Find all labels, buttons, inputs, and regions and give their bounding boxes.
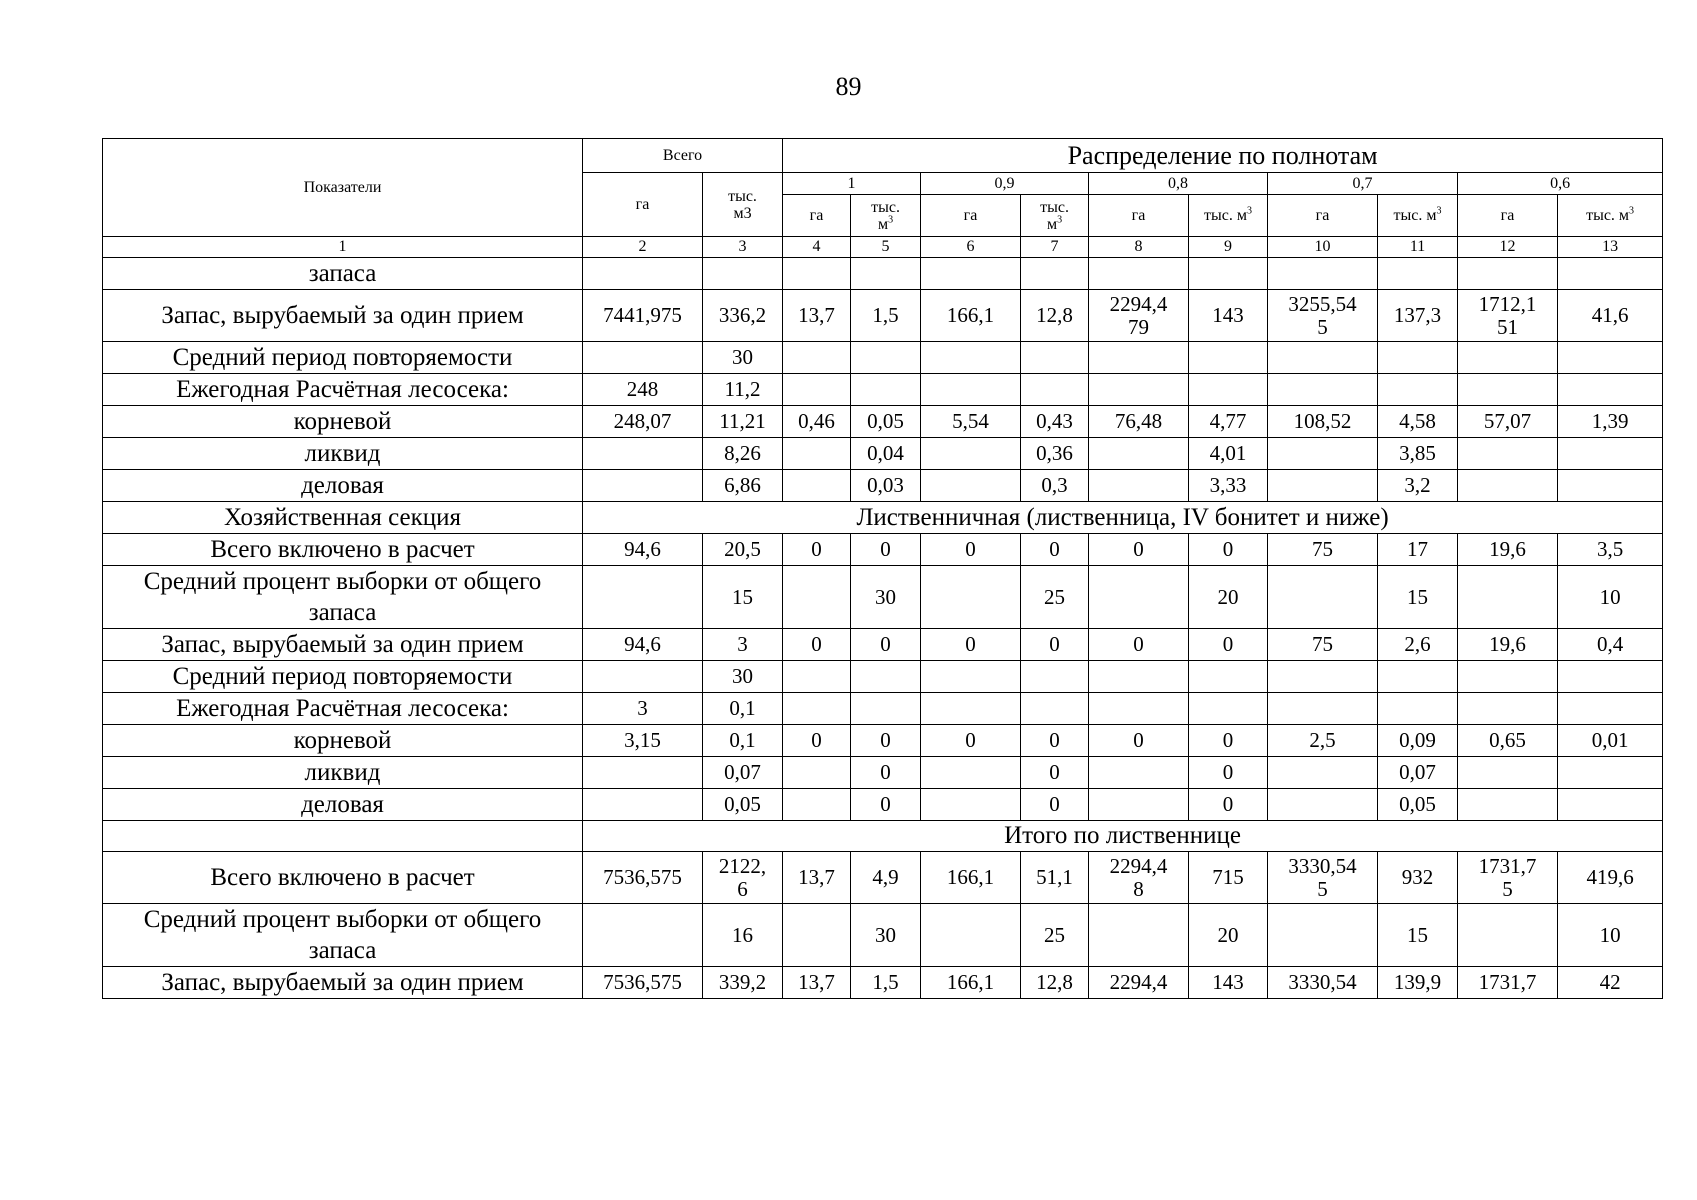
table-row — [103, 904, 1663, 967]
table-cell: 13,7 — [783, 290, 851, 342]
table-cell: 0 — [1021, 789, 1089, 821]
header-density-0-8: 0,8 — [1089, 173, 1268, 195]
header-total: Всего — [583, 139, 783, 173]
table-cell — [583, 470, 703, 502]
table-cell: 143 — [1189, 967, 1268, 999]
table-cell — [1268, 789, 1378, 821]
table-cell — [583, 438, 703, 470]
table-cell: 57,07 — [1458, 406, 1558, 438]
row-label: Хозяйственная секция — [103, 502, 583, 534]
table-cell: 0,09 — [1378, 725, 1458, 757]
table-cell: 336,2 — [703, 290, 783, 342]
table-cell: 0 — [851, 725, 921, 757]
table-cell: 0 — [1189, 534, 1268, 566]
table-cell — [1021, 258, 1089, 290]
table-row — [103, 290, 1663, 342]
table-cell: 25 — [1021, 566, 1089, 629]
table-cell — [1189, 693, 1268, 725]
table-cell: 0,46 — [783, 406, 851, 438]
table-cell: 76,48 — [1089, 406, 1189, 438]
table-cell: 2,5 — [1268, 725, 1378, 757]
table-cell — [1458, 904, 1558, 967]
table-row — [103, 342, 1663, 374]
header-volume: тыс. $м^3$ — [851, 195, 921, 237]
table-cell: 11,2 — [703, 374, 783, 406]
table-cell — [583, 258, 703, 290]
table-cell: 1731,7 5 — [1458, 852, 1558, 904]
table-cell — [1268, 566, 1378, 629]
row-label — [103, 821, 583, 852]
table-cell: 0 — [1089, 629, 1189, 661]
table-cell: 0 — [851, 789, 921, 821]
table-cell — [921, 438, 1021, 470]
table-cell — [1021, 693, 1089, 725]
table-cell: 0,4 — [1558, 629, 1663, 661]
table-cell: 143 — [1189, 290, 1268, 342]
table-cell: 0,07 — [1378, 757, 1458, 789]
table-cell: 0 — [921, 725, 1021, 757]
table-cell — [1268, 258, 1378, 290]
table-cell: 94,6 — [583, 629, 703, 661]
header-density-0-9: 0,9 — [921, 173, 1089, 195]
column-number: 11 — [1378, 237, 1458, 258]
table-cell — [1089, 470, 1189, 502]
table-cell — [583, 904, 703, 967]
table-cell: 2122, 6 — [703, 852, 783, 904]
table-cell — [1021, 374, 1089, 406]
table-row — [103, 967, 1663, 999]
table-cell: 0 — [783, 725, 851, 757]
table-cell — [921, 342, 1021, 374]
table-cell — [921, 470, 1021, 502]
table-cell: 248,07 — [583, 406, 703, 438]
table-cell — [783, 757, 851, 789]
table-cell — [1558, 374, 1663, 406]
table-cell: 6,86 — [703, 470, 783, 502]
table-cell — [703, 258, 783, 290]
table-cell — [921, 374, 1021, 406]
table-row — [103, 789, 1663, 821]
table-cell: 0 — [1189, 725, 1268, 757]
table-cell — [1189, 258, 1268, 290]
row-label: корневой — [103, 725, 583, 757]
row-label: Ежегодная Расчётная лесосека: — [103, 374, 583, 406]
table-cell: 3,5 — [1558, 534, 1663, 566]
table-cell — [783, 789, 851, 821]
header-ha: га — [1458, 195, 1558, 237]
row-label: Запас, вырубаемый за один прием — [103, 290, 583, 342]
table-cell — [851, 374, 921, 406]
table-cell: 0 — [851, 757, 921, 789]
table-cell: 0,03 — [851, 470, 921, 502]
table-cell: 30 — [703, 342, 783, 374]
table-cell: 0 — [1189, 629, 1268, 661]
table-cell — [1378, 374, 1458, 406]
table-cell — [1558, 661, 1663, 693]
table-cell — [1089, 757, 1189, 789]
table-cell — [1089, 438, 1189, 470]
table-cell — [1189, 661, 1268, 693]
table-cell: 0,65 — [1458, 725, 1558, 757]
table-cell — [1268, 342, 1378, 374]
table-cell: 4,9 — [851, 852, 921, 904]
row-label: Запас, вырубаемый за один прием — [103, 967, 583, 999]
table-cell — [1458, 258, 1558, 290]
table-cell: 0 — [1021, 534, 1089, 566]
table-cell: 3255,54 5 — [1268, 290, 1378, 342]
table-cell: 0,43 — [1021, 406, 1089, 438]
table-cell — [1458, 342, 1558, 374]
table-cell — [1268, 470, 1378, 502]
table-cell: 1,5 — [851, 290, 921, 342]
table-cell: 166,1 — [921, 290, 1021, 342]
table-cell: 0,36 — [1021, 438, 1089, 470]
row-label: Ежегодная Расчётная лесосека: — [103, 693, 583, 725]
table-cell: 0 — [1021, 629, 1089, 661]
table-cell — [1458, 757, 1558, 789]
table-cell — [1268, 438, 1378, 470]
table-cell — [1458, 789, 1558, 821]
table-cell: 2294,4 79 — [1089, 290, 1189, 342]
table-cell: 1731,7 — [1458, 967, 1558, 999]
table-cell: 3 — [583, 693, 703, 725]
table-cell — [783, 470, 851, 502]
table-cell — [1378, 693, 1458, 725]
table-cell — [583, 789, 703, 821]
table-cell — [921, 789, 1021, 821]
table-row — [103, 374, 1663, 406]
table-cell: 3,2 — [1378, 470, 1458, 502]
table-cell — [921, 757, 1021, 789]
table-cell: 339,2 — [703, 967, 783, 999]
table-cell: 0,05 — [703, 789, 783, 821]
column-number: 8 — [1089, 237, 1189, 258]
column-number: 6 — [921, 237, 1021, 258]
table-row — [103, 566, 1663, 629]
table-cell — [1021, 661, 1089, 693]
table-cell — [1458, 470, 1558, 502]
table-cell — [921, 258, 1021, 290]
table-cell — [1089, 661, 1189, 693]
table-cell: 0 — [921, 629, 1021, 661]
table-cell: 0 — [783, 534, 851, 566]
row-label: Средний период повторяемости — [103, 342, 583, 374]
table-cell — [1458, 438, 1558, 470]
table-row — [103, 661, 1663, 693]
header-total-ha: га — [583, 173, 703, 237]
table-row — [103, 258, 1663, 290]
table-cell: 75 — [1268, 534, 1378, 566]
table-cell: 0,01 — [1558, 725, 1663, 757]
table-cell — [783, 438, 851, 470]
table-cell: 0 — [921, 534, 1021, 566]
table-cell — [1021, 342, 1089, 374]
table-cell — [1089, 374, 1189, 406]
table-cell — [783, 258, 851, 290]
table-cell: 0,05 — [1378, 789, 1458, 821]
header-total-volume: тыс. м3 — [703, 173, 783, 237]
table-cell: 248 — [583, 374, 703, 406]
table-cell: 4,01 — [1189, 438, 1268, 470]
table-cell: 7536,575 — [583, 852, 703, 904]
table-cell: 139,9 — [1378, 967, 1458, 999]
table-cell: 41,6 — [1558, 290, 1663, 342]
table-cell: 0 — [851, 534, 921, 566]
table-cell — [851, 661, 921, 693]
table-cell: 16 — [703, 904, 783, 967]
table-cell — [1268, 693, 1378, 725]
column-number: 2 — [583, 237, 703, 258]
table-cell: 0,1 — [703, 693, 783, 725]
table-row — [103, 438, 1663, 470]
table-cell — [851, 693, 921, 725]
table-cell: 4,58 — [1378, 406, 1458, 438]
table-row — [103, 693, 1663, 725]
row-label: корневой — [103, 406, 583, 438]
table-cell: 20 — [1189, 566, 1268, 629]
table-cell: 7536,575 — [583, 967, 703, 999]
table-cell — [1268, 904, 1378, 967]
table-cell — [1458, 693, 1558, 725]
table-cell: 94,6 — [583, 534, 703, 566]
table-cell: 13,7 — [783, 967, 851, 999]
column-number: 3 — [703, 237, 783, 258]
header-volume: тыс. $м^3$ — [1021, 195, 1089, 237]
table-cell: 1712,1 51 — [1458, 290, 1558, 342]
table-cell — [1268, 374, 1378, 406]
table-cell: 4,77 — [1189, 406, 1268, 438]
table-cell — [583, 342, 703, 374]
section-title: Итого по лиственнице — [583, 821, 1663, 852]
table-cell — [583, 661, 703, 693]
table-cell: 30 — [703, 661, 783, 693]
table-cell — [1558, 757, 1663, 789]
table-cell: 3,85 — [1378, 438, 1458, 470]
table-cell: 0,3 — [1021, 470, 1089, 502]
table-cell: 12,8 — [1021, 290, 1089, 342]
table-cell: 12,8 — [1021, 967, 1089, 999]
table-row — [103, 821, 1663, 852]
table-cell — [1378, 342, 1458, 374]
table-cell — [1089, 789, 1189, 821]
header-volume: тыс. $м^3$ — [1558, 195, 1663, 237]
table-cell: 0 — [1189, 789, 1268, 821]
table-cell: 15 — [1378, 904, 1458, 967]
table-cell — [1378, 258, 1458, 290]
table-cell — [1268, 757, 1378, 789]
table-cell: 30 — [851, 566, 921, 629]
table-cell — [783, 342, 851, 374]
table-cell: 3330,54 — [1268, 967, 1378, 999]
table-cell: 25 — [1021, 904, 1089, 967]
column-number: 5 — [851, 237, 921, 258]
header-ha: га — [921, 195, 1021, 237]
table-cell — [783, 693, 851, 725]
column-numbers-row — [103, 237, 1663, 258]
column-number: 7 — [1021, 237, 1089, 258]
table-cell — [1558, 789, 1663, 821]
table-cell — [1089, 904, 1189, 967]
header-ha: га — [1268, 195, 1378, 237]
table-cell — [1458, 374, 1558, 406]
table-cell: 19,6 — [1458, 629, 1558, 661]
header-ha: га — [783, 195, 851, 237]
table-row — [103, 629, 1663, 661]
table-cell: 2294,4 8 — [1089, 852, 1189, 904]
table-cell — [1378, 661, 1458, 693]
table-cell: 1,39 — [1558, 406, 1663, 438]
table-cell: 2294,4 — [1089, 967, 1189, 999]
table-cell: 3,33 — [1189, 470, 1268, 502]
table-cell: 0 — [1021, 757, 1089, 789]
table-row — [103, 852, 1663, 904]
row-label: ликвид — [103, 757, 583, 789]
table-row — [103, 502, 1663, 534]
table-cell: 7441,975 — [583, 290, 703, 342]
table-cell: 30 — [851, 904, 921, 967]
row-label: Средний процент выборки от общего запаса — [103, 904, 583, 967]
forest-distribution-table — [102, 138, 1663, 999]
table-cell: 19,6 — [1458, 534, 1558, 566]
table-cell: 0,05 — [851, 406, 921, 438]
table-cell: 166,1 — [921, 852, 1021, 904]
table-cell: 51,1 — [1021, 852, 1089, 904]
section-title: Лиственничная (лиственница, IV бонитет и ниже) — [583, 502, 1663, 534]
table-cell: 15 — [1378, 566, 1458, 629]
row-label: Всего включено в расчет — [103, 534, 583, 566]
column-number: 13 — [1558, 237, 1663, 258]
table-cell: 13,7 — [783, 852, 851, 904]
header-ha: га — [1089, 195, 1189, 237]
table-cell — [583, 566, 703, 629]
table-cell: 0 — [1089, 725, 1189, 757]
row-label: деловая — [103, 789, 583, 821]
table-cell — [851, 342, 921, 374]
column-number: 9 — [1189, 237, 1268, 258]
table-cell — [783, 566, 851, 629]
table-cell: 419,6 — [1558, 852, 1663, 904]
table-cell: 0,04 — [851, 438, 921, 470]
table-cell: 0,07 — [703, 757, 783, 789]
table-cell: 3,15 — [583, 725, 703, 757]
header-indicator: Показатели — [103, 139, 583, 237]
row-label: запаса — [103, 258, 583, 290]
row-label: Средний процент выборки от общего запаса — [103, 566, 583, 629]
table-cell: 5,54 — [921, 406, 1021, 438]
table-cell — [1089, 342, 1189, 374]
header-density-1: 1 — [783, 173, 921, 195]
table-cell: 3 — [703, 629, 783, 661]
table-cell: 15 — [703, 566, 783, 629]
table-row — [103, 406, 1663, 438]
table-cell — [1089, 566, 1189, 629]
table-cell: 0,1 — [703, 725, 783, 757]
table-cell: 20,5 — [703, 534, 783, 566]
page-number: 89 — [835, 72, 862, 101]
table-cell — [1558, 342, 1663, 374]
table-cell — [783, 661, 851, 693]
row-label: Средний период повторяемости — [103, 661, 583, 693]
row-label: ликвид — [103, 438, 583, 470]
table-cell — [1089, 693, 1189, 725]
table-cell — [921, 904, 1021, 967]
table-cell: 42 — [1558, 967, 1663, 999]
table-cell: 0 — [1021, 725, 1089, 757]
table-cell: 3330,54 5 — [1268, 852, 1378, 904]
table-cell: 0 — [851, 629, 921, 661]
table-cell: 75 — [1268, 629, 1378, 661]
row-label: деловая — [103, 470, 583, 502]
table-cell: 10 — [1558, 566, 1663, 629]
table-cell — [1089, 258, 1189, 290]
table-cell: 11,21 — [703, 406, 783, 438]
table-cell: 108,52 — [1268, 406, 1378, 438]
header-distribution: Распределение по полнотам — [783, 139, 1663, 173]
table-cell — [1558, 470, 1663, 502]
table-cell: 10 — [1558, 904, 1663, 967]
table-cell: 2,6 — [1378, 629, 1458, 661]
column-number: 12 — [1458, 237, 1558, 258]
table-cell: 166,1 — [921, 967, 1021, 999]
table-cell — [921, 566, 1021, 629]
table-cell — [783, 904, 851, 967]
table-row — [103, 725, 1663, 757]
table-cell — [783, 374, 851, 406]
column-number: 4 — [783, 237, 851, 258]
table-cell: 137,3 — [1378, 290, 1458, 342]
table-cell — [1458, 566, 1558, 629]
table-cell: 0 — [1089, 534, 1189, 566]
table-cell — [921, 661, 1021, 693]
table-cell — [583, 757, 703, 789]
table-cell: 20 — [1189, 904, 1268, 967]
table-cell: 932 — [1378, 852, 1458, 904]
table-row — [103, 757, 1663, 789]
table-cell — [921, 693, 1021, 725]
table-cell — [1268, 661, 1378, 693]
table-cell — [851, 258, 921, 290]
header-volume: тыс. $м^3$ — [1378, 195, 1458, 237]
header-density-0-7: 0,7 — [1268, 173, 1458, 195]
table-cell — [1189, 374, 1268, 406]
table-cell: 8,26 — [703, 438, 783, 470]
table-cell — [1558, 258, 1663, 290]
header-volume: тыс. $м^3$ — [1189, 195, 1268, 237]
header-density-0-6: 0,6 — [1458, 173, 1663, 195]
table-row — [103, 534, 1663, 566]
table-cell — [1189, 342, 1268, 374]
table-cell — [1558, 438, 1663, 470]
table-cell — [1558, 693, 1663, 725]
column-number: 1 — [103, 237, 583, 258]
table-cell: 1,5 — [851, 967, 921, 999]
table-cell: 0 — [1189, 757, 1268, 789]
table-cell — [1458, 661, 1558, 693]
table-cell: 715 — [1189, 852, 1268, 904]
table-row — [103, 470, 1663, 502]
column-number: 10 — [1268, 237, 1378, 258]
table-cell: 0 — [783, 629, 851, 661]
row-label: Всего включено в расчет — [103, 852, 583, 904]
table-cell: 17 — [1378, 534, 1458, 566]
row-label: Запас, вырубаемый за один прием — [103, 629, 583, 661]
